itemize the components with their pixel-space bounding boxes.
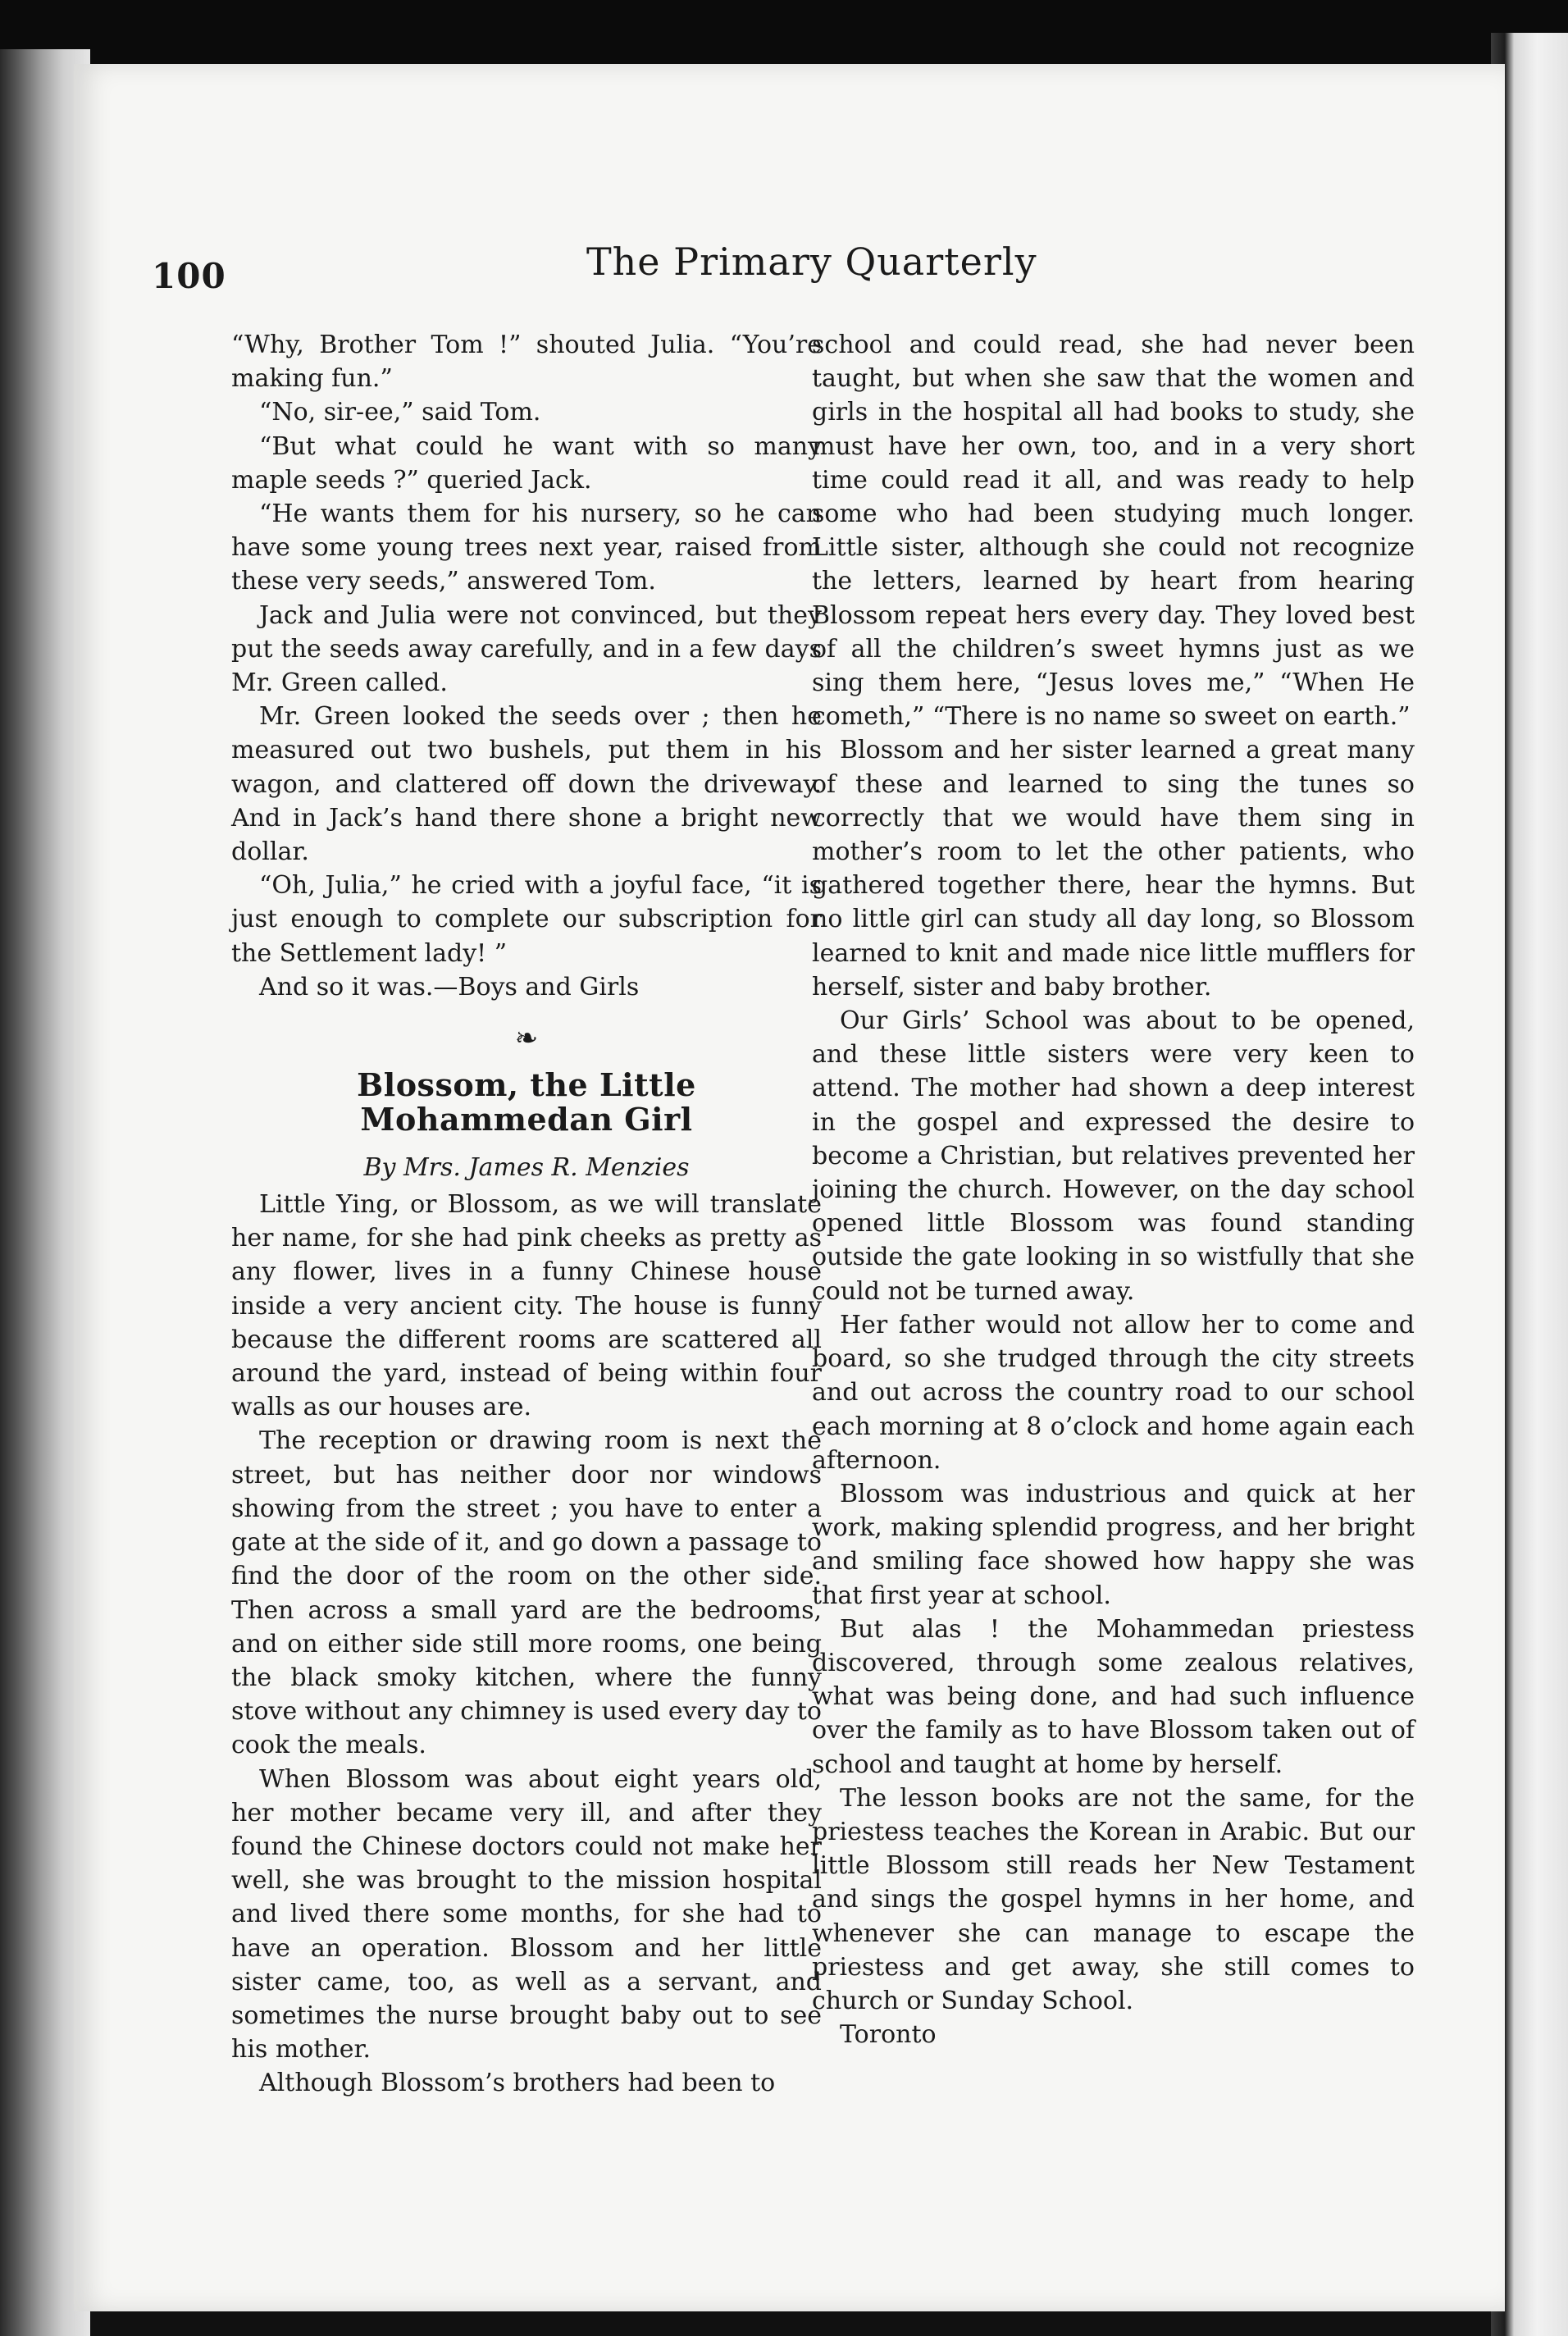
paragraph: “But what could he want with so many maple seeds ?” queried Jack. bbox=[231, 431, 822, 495]
paragraph: “He wants them for his nursery, so he can have some young trees next year, raised from these very seeds,” answered Tom. bbox=[231, 500, 822, 596]
paragraph: Although Blossom’s brothers had been to bbox=[259, 2069, 776, 2098]
paragraph-continuation: school and could read, she had never been taught, but when she saw that the women and girls in the hospital all had books to study, she must have her own, too, and in a very short time could read it all, and was ready to help some who had been studying much longer. Little sister, although she could not recognize the letters, learned by heart from hearing Blossom repeat hers every day. They loved best of all the children’s sweet hymns just as we sing them here, “Jesus loves me,” “When He cometh,” “There is no name so sweet on earth.” bbox=[812, 331, 1415, 732]
closing-line: And so it was.—Boys and Girls bbox=[259, 972, 640, 1001]
paragraph: Jack and Julia were not convinced, but they put the seeds away carefully, and in a few days Mr. Green called. bbox=[231, 600, 822, 698]
running-title: The Primary Quarterly bbox=[586, 240, 1037, 284]
paragraph: “Oh, Julia,” he cried with a joyful face, “it is just enough to complete our subscription for the Settlement lady! ” bbox=[231, 871, 822, 968]
paragraph: Blossom and her sister learned a great many of these and learned to sing the tunes so correctly that we would have them sing in mother’s room to let the other patients, who gathered together there, hear the hymns. But no little girl can study all day long, so Blossom learned to knit and made nice little mufflers for herself, sister and baby brother. bbox=[812, 736, 1415, 1001]
paragraph: The reception or drawing room is next the street, but has neither door nor windows showing from the street ; you have to enter a gate at the side of it, and go down a passage to find the door of the room on the other side. Then across a small yard are the bedrooms, and on either side still more rooms, one being the black smoky kitchen, where the funny stove without any chimney is used every day to cook the meals. bbox=[231, 1426, 822, 1760]
left-column bbox=[231, 328, 822, 2101]
paragraph: Our Girls’ School was about to be opened, and these little sisters were very keen to attend. The mother had shown a deep interest in the gospel and expressed the desire to become a Christian, but relatives prevented her joining the church. However, on the day school opened little Blossom was found standing outside the gate looking in so wistfully that she could not be turned away. bbox=[812, 1006, 1415, 1306]
leaf-ornament-icon: ❧ bbox=[514, 1022, 539, 1056]
paragraph: Mr. Green looked the seeds over ; then he measured out two bushels, put them in his wagon, and clattered off down the driveway. And in Jack’s hand there shone a bright new dollar. bbox=[231, 702, 822, 867]
paragraph: Little Ying, or Blossom, as we will translate her name, for she had pink cheeks as pretty as any flower, lives in a funny Chinese house inside a very ancient city. The house is funny because the different rooms are scattered all around the yard, instead of being within four walls as our houses are. bbox=[231, 1190, 822, 1422]
paragraph: But alas ! the Mohammedan priestess discovered, through some zealous relatives, what was being done, and had such influence over the family as to have Blossom taken out of school and taught at home by herself. bbox=[812, 1614, 1415, 1779]
page-number: 100 bbox=[152, 256, 226, 296]
paragraph: Her father would not allow her to come and board, so she trudged through the city streets and out across the country road to our school each morning at 8 o’clock and home again each afternoon. bbox=[812, 1310, 1415, 1475]
paragraph: The lesson books are not the same, for the priestess teaches the Korean in Arabic. But our little Blossom still reads her New Testament and sings the gospel hymns in her home, and whenever she can manage to escape the priestess and get away, she still comes to church or Sunday School. bbox=[812, 1783, 1415, 2015]
paragraph: When Blossom was about eight years old, her mother became very ill, and after they found the Chinese doctors could not make her well, she was brought to the mission hospital and lived there some months, for she had to have an operation. Blossom and her little sister came, too, as well as a servant, and sometimes the nurse brought baby out to see his mother. bbox=[231, 1764, 822, 2065]
byline: By Mrs. James R. Menzies bbox=[363, 1153, 690, 1183]
paragraph: “No, sir-ee,” said Tom. bbox=[259, 398, 541, 427]
paragraph: “Why, Brother Tom !” shouted Julia. “You’re making fun.” bbox=[231, 331, 822, 394]
article-title: Blossom, the Little Mohammedan Girl bbox=[357, 1066, 696, 1138]
right-column bbox=[812, 328, 1415, 2051]
paragraph: Blossom was industrious and quick at her work, making splendid progress, and her bright and smiling face showed how happy she was that first year at school. bbox=[812, 1479, 1415, 1610]
dateline: Toronto bbox=[840, 2020, 937, 2050]
